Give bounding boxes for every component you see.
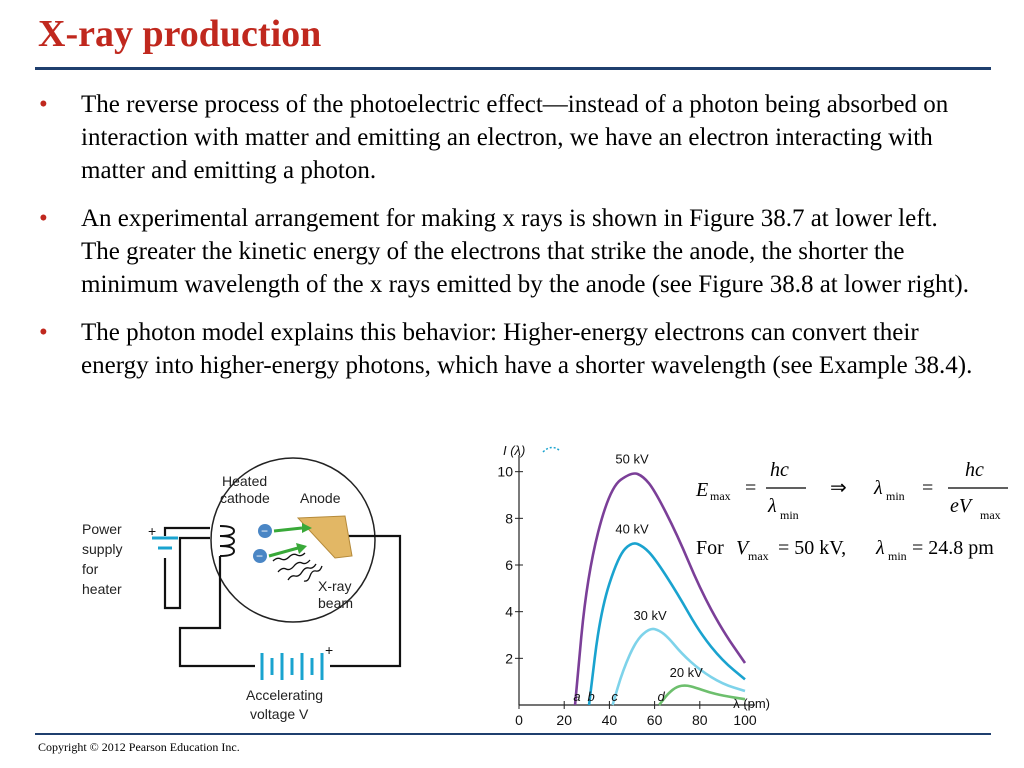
formula-lambda: λ (768, 495, 777, 517)
bullet-item (35, 88, 980, 187)
formula-numerator: hc (965, 459, 984, 481)
x-tick-label: 60 (646, 712, 663, 728)
accelerating-plus-label: + (325, 642, 334, 658)
accelerating-voltage-label: Accelerating (246, 687, 324, 703)
power-supply-label: heater (82, 581, 122, 597)
formula-numerator: hc (770, 459, 789, 481)
formula-subscript: min (888, 549, 907, 563)
formula-implies: ⇒ (830, 477, 847, 499)
anode-target (298, 516, 352, 558)
formula-subscript: min (780, 508, 799, 522)
xray-beam-label: beam (318, 595, 354, 611)
power-supply-label: supply (82, 541, 123, 557)
y-axis-label: I (λ) (503, 443, 526, 458)
bullet-item (35, 316, 980, 382)
formula-equals: = (745, 477, 757, 499)
cutoff-wavelength-formula (690, 452, 1020, 572)
y-tick-label: 4 (505, 603, 513, 620)
bullet-text: The reverse process of the photoelectric effect—instead of a photon being absorbed on interaction with matter and emitting an electron, we have an electron interacting with matter and emitting a photon. (81, 91, 949, 184)
formula-subscript: max (748, 549, 769, 563)
heater-wire (178, 538, 210, 608)
formula-equals: = (922, 477, 934, 499)
cutoff-point-label: c (611, 689, 618, 704)
xray-beam-label: X-ray (318, 578, 352, 594)
x-tick-label: 80 (692, 712, 708, 728)
cutoff-point-label: d (657, 689, 665, 704)
bullet-list (35, 88, 980, 397)
series-label: 30 kV (633, 608, 667, 623)
x-tick-label: 100 (733, 712, 757, 728)
series-label: 50 kV (615, 451, 649, 467)
cutoff-point-label: a (573, 689, 581, 704)
x-axis-label: λ (pm) (733, 696, 770, 711)
xray-wave-icon (278, 560, 310, 572)
x-tick-label: 0 (515, 712, 523, 728)
x-tick-label: 40 (601, 712, 618, 728)
heated-cathode-label: Heated (222, 473, 268, 489)
heater-plus-label: + (148, 523, 157, 539)
formula-subscript: min (886, 489, 905, 503)
x-tick-label: 20 (556, 712, 572, 728)
footer-divider (35, 733, 991, 735)
cutoff-point-label: b (587, 689, 595, 704)
formula-value: = 50 kV, (778, 537, 847, 559)
slide-title: X-ray production (38, 13, 322, 55)
arrow-head-icon (296, 543, 307, 554)
y-tick-label: 8 (505, 510, 513, 527)
bullet-icon: • (39, 91, 48, 118)
electron-minus-icon: − (256, 549, 264, 563)
formula-subscript: max (980, 508, 1001, 522)
bullet-text: The photon model explains this behavior: Higher-energy electrons can convert their energy into higher-energy photons, which have a shorter wavelength (see Example 38.4). (81, 319, 973, 379)
bullet-text: An experimental arrangement for making x rays is shown in Figure 38.7 at lower left. The greater the kinetic energy of the electrons that strike the anode, the shorter the minimum wavelength of the x rays emitted by the anode (see Figure 38.8 at lower right). (81, 205, 969, 298)
series-line (659, 686, 745, 705)
anode-label: Anode (300, 490, 341, 506)
power-supply-label: Power (82, 521, 122, 537)
heater-wire-bottom (165, 558, 178, 608)
y-tick-label: 10 (497, 463, 513, 480)
formula-v: V (736, 537, 749, 559)
title-divider (35, 67, 991, 70)
formula-lambda: λ (874, 477, 883, 499)
bullet-icon: • (39, 205, 48, 232)
electron-arrow (274, 528, 302, 531)
formula-value: = 24.8 pm (912, 537, 994, 559)
formula-for: For (696, 537, 724, 559)
xray-tube-diagram (80, 448, 425, 733)
bullet-item (35, 202, 980, 301)
bullet-icon: • (39, 319, 48, 346)
heater-wire-top (165, 528, 210, 536)
accelerating-voltage-label: voltage V (250, 706, 309, 722)
series-label: 40 kV (615, 521, 649, 537)
series-label: 20 kV (669, 665, 703, 681)
heated-cathode-label: cathode (220, 490, 270, 506)
y-axis-arrow-icon (543, 447, 559, 452)
formula-subscript: max (710, 489, 731, 503)
electron-minus-icon: − (261, 524, 269, 538)
formula-lambda: λ (876, 537, 885, 559)
cathode-coil-icon (220, 526, 234, 556)
y-tick-label: 2 (505, 650, 513, 667)
copyright-text: Copyright © 2012 Pearson Education Inc. (38, 740, 240, 754)
power-supply-label: for (82, 561, 99, 577)
formula-denominator: eV (950, 495, 972, 517)
y-tick-label: 6 (505, 557, 513, 573)
formula-e: E (696, 479, 709, 501)
